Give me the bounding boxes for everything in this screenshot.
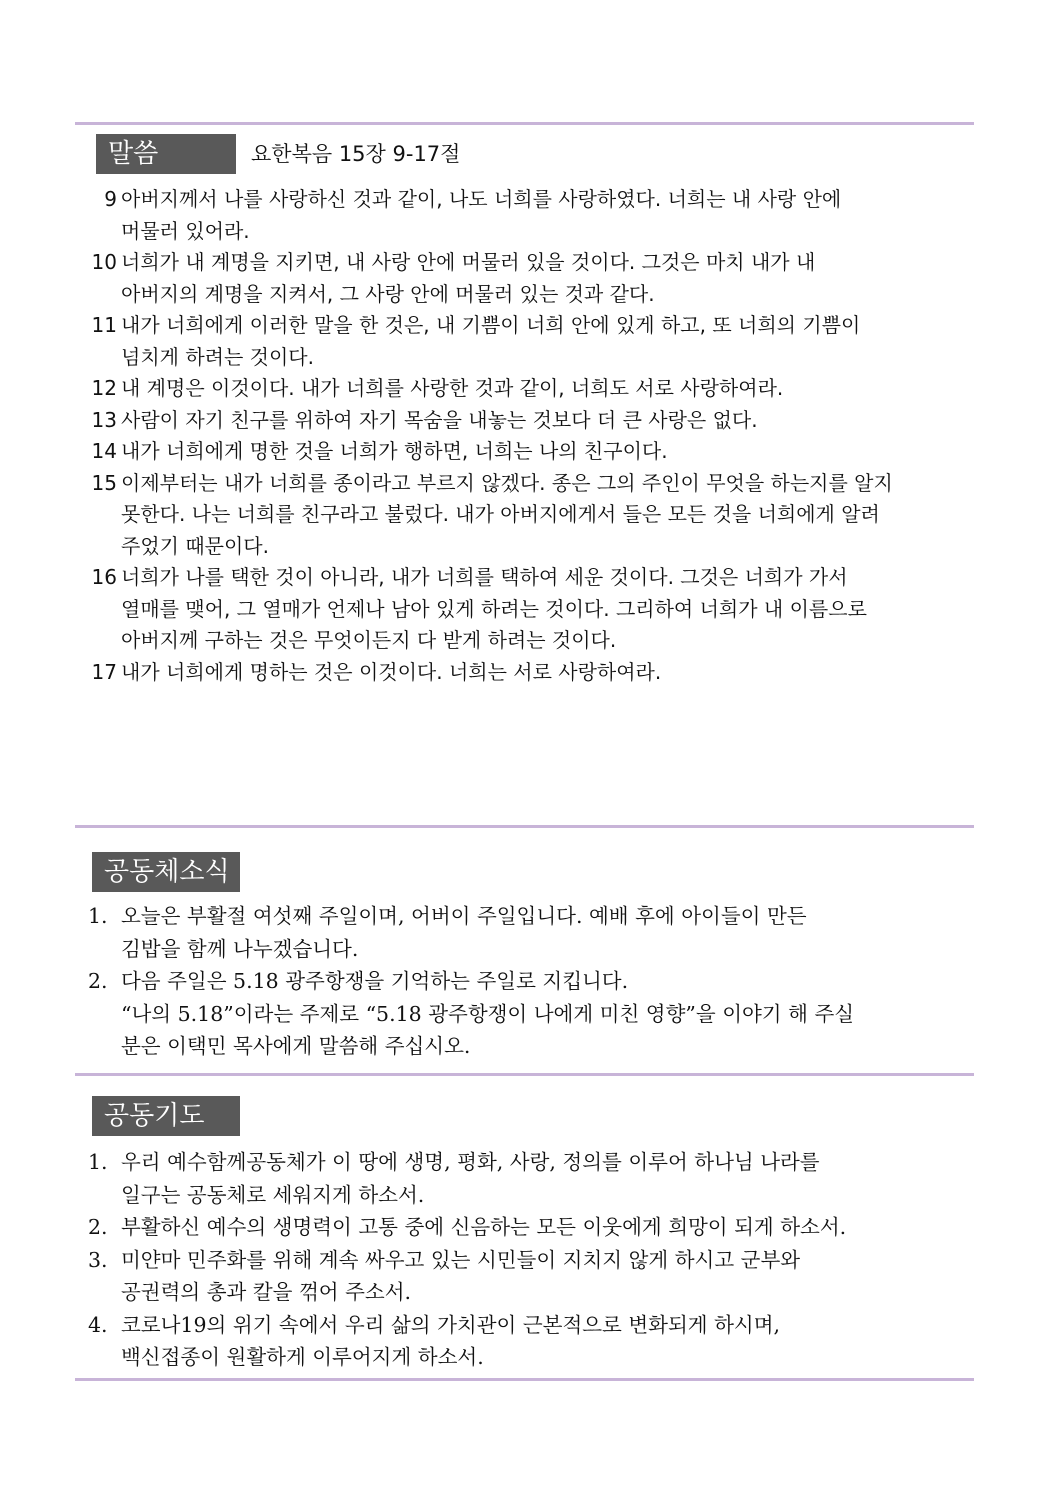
verse-text-line: 너희가 나를 택한 것이 아니라, 내가 너희를 택하여 세운 것이다. 그것은 너희가 가서 [121, 565, 848, 589]
verse [88, 405, 968, 437]
verse-text-line: 열매를 맺어, 그 열매가 언제나 남아 있게 하려는 것이다. 그리하여 너희가 내 이름으로 [121, 596, 867, 621]
prayer-item-number: 2. [88, 1215, 108, 1239]
news-item [88, 965, 968, 1063]
verse [88, 562, 968, 657]
verse-number: 9 [104, 187, 117, 211]
prayer-item-number: 3. [88, 1247, 108, 1272]
verse-number: 15 [91, 470, 117, 495]
verse-text-line: 주었기 때문이다. [121, 533, 269, 558]
verse [88, 436, 968, 468]
news-item-text-line: 다음 주일은 5.18 광주항쟁을 기억하는 주일로 지킵니다. [121, 969, 629, 993]
community-news-list [88, 900, 968, 1063]
verse-number: 12 [91, 376, 117, 400]
divider-lower [75, 1073, 974, 1076]
scripture-reference: 요한복음 15장 9-17절 [251, 142, 461, 166]
section-label-common-prayer: 공동기도 [92, 1096, 240, 1136]
prayer-item-text-line: 공권력의 총과 칼을 꺾어 주소서. [121, 1280, 412, 1304]
section-label-scripture: 말씀 [96, 134, 236, 174]
prayer-item-text-line: 미얀마 민주화를 위해 계속 싸우고 있는 시민들이 지치지 않게 하시고 군부와 [121, 1247, 801, 1272]
common-prayer-list [88, 1146, 968, 1374]
prayer-item-text-line: 백신접종이 원활하게 이루어지게 하소서. [121, 1345, 484, 1369]
verse-text-line: 너희가 내 계명을 지키면, 내 사랑 안에 머물러 있을 것이다. 그것은 마치 내가 내 [121, 250, 816, 274]
news-item [88, 900, 968, 965]
verse-text-line: 내가 너희에게 명한 것을 너희가 행하면, 너희는 나의 친구이다. [121, 439, 668, 463]
verse-number: 16 [91, 565, 117, 589]
prayer-item-text-line: 코로나19의 위기 속에서 우리 삶의 가치관이 근본적으로 변화되게 하시며, [121, 1312, 781, 1337]
verse-text-line: 머물러 있어라. [121, 218, 250, 243]
prayer-item-text-line: 우리 예수함께공동체가 이 땅에 생명, 평화, 사랑, 정의를 이루어 하나님 나라를 [121, 1150, 820, 1174]
verse [88, 310, 968, 373]
prayer-item-number: 1. [88, 1150, 108, 1174]
verse [88, 247, 968, 310]
news-item-text-line: 오늘은 부활절 여섯째 주일이며, 어버이 주일입니다. 예배 후에 아이들이 만든 [121, 904, 807, 928]
verse-text-line: 이제부터는 내가 너희를 종이라고 부르지 않겠다. 종은 그의 주인이 무엇을 하는지를 알지 [121, 470, 893, 495]
verse-number: 14 [91, 439, 117, 463]
verse-text-line: 내가 너희에게 명하는 것은 이것이다. 너희는 서로 사랑하여라. [121, 659, 662, 684]
verse-text-line: 못한다. 나는 너희를 친구라고 불렀다. 내가 아버지에게서 들은 모든 것을 너희에게 알려 [121, 502, 880, 526]
prayer-item-number: 4. [88, 1312, 108, 1337]
verse [88, 468, 968, 563]
prayer-item [88, 1309, 968, 1374]
verse-text-line: 내 계명은 이것이다. 내가 너희를 사랑한 것과 같이, 너희도 서로 사랑하여라. [121, 376, 784, 400]
verse-list [88, 184, 968, 688]
prayer-item [88, 1146, 968, 1211]
verse-number: 17 [91, 659, 117, 684]
verse-text-line: 넘치게 하려는 것이다. [121, 344, 314, 369]
verse-text-line: 아버지께 구하는 것은 무엇이든지 다 받게 하려는 것이다. [121, 628, 617, 652]
verse-number: 13 [91, 407, 117, 432]
prayer-item-text-line: 부활하신 예수의 생명력이 고통 중에 신음하는 모든 이웃에게 희망이 되게 하소서. [121, 1215, 847, 1239]
verse [88, 184, 968, 247]
news-item-number: 1. [88, 904, 108, 928]
verse-number: 11 [91, 313, 117, 337]
news-item-text-line: 김밥을 함께 나누겠습니다. [121, 936, 359, 961]
verse [88, 373, 968, 405]
verse-text-line: 사람이 자기 친구를 위하여 자기 목숨을 내놓는 것보다 더 큰 사랑은 없다. [121, 407, 758, 432]
prayer-item [88, 1244, 968, 1309]
news-item-text-line: “나의 5.18”이라는 주제로 “5.18 광주항쟁이 나에게 미친 영향”을 이야기 해 주실 [121, 1001, 855, 1026]
news-item-number: 2. [88, 969, 108, 993]
section-label-community-news: 공동체소식 [92, 852, 240, 892]
verse [88, 657, 968, 689]
divider-bottom [75, 1378, 974, 1381]
prayer-item [88, 1211, 968, 1244]
prayer-item-text-line: 일구는 공동체로 세워지게 하소서. [121, 1182, 425, 1207]
verse-text-line: 내가 너희에게 이러한 말을 한 것은, 내 기쁨이 너희 안에 있게 하고, 또 너희의 기쁨이 [121, 313, 861, 337]
verse-number: 10 [91, 250, 117, 274]
verse-text-line: 아버지께서 나를 사랑하신 것과 같이, 나도 너희를 사랑하였다. 너희는 내 사랑 안에 [121, 187, 842, 211]
verse-text-line: 아버지의 계명을 지켜서, 그 사랑 안에 머물러 있는 것과 같다. [121, 281, 655, 306]
divider-middle [75, 825, 974, 828]
divider-top [75, 122, 974, 125]
news-item-text-line: 분은 이택민 목사에게 말씀해 주십시오. [121, 1034, 471, 1058]
